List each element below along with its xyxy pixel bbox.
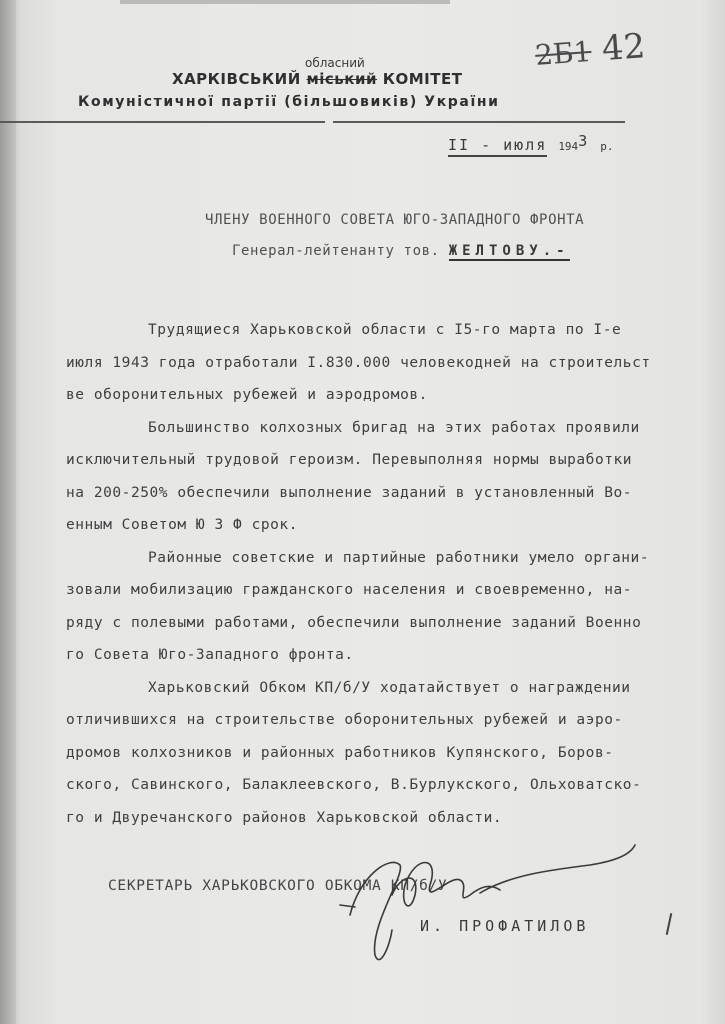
archive-number (534, 26, 647, 74)
handwritten-insert: обласний (305, 56, 365, 70)
date-year-suffix: 3 (578, 132, 590, 150)
addressee-line1: ЧЛЕНУ ВОЕННОГО СОВЕТА ЮГО-ЗАПАДНОГО ФРОНТА (205, 212, 585, 228)
page-top-edge (120, 0, 450, 4)
page-left-edge (0, 0, 16, 1024)
letterhead-party: Комуністичної партії (більшовиків) України (78, 94, 500, 110)
body-line: июля 1943 года отработали I.830.000 человекодней на строительст (66, 354, 651, 371)
body-line: ве оборонительных рубежей и аэродромов. (66, 387, 428, 403)
signature-name: И. ПРОФАТИЛОВ (420, 917, 590, 935)
document-date (448, 132, 614, 154)
letterhead-committee-b: КОМІТЕТ (382, 70, 463, 88)
date-unit: р. (600, 140, 614, 153)
letterhead-rule-right (333, 121, 625, 123)
handwritten-signature (330, 835, 650, 975)
body-line: Харьковский Обком КП/б/У ходатайствует о награждении (148, 679, 631, 696)
body-line: зовали мобилизацию гражданского населения и своевременно, на- (66, 582, 633, 598)
archive-number-new: 42 (600, 26, 647, 70)
body-line: ского, Савинского, Балаклеевского, В.Бурлукского, Ольховатско- (66, 777, 642, 793)
addressee-line2 (232, 243, 570, 259)
letterhead-committee-a: ХАРКІВСЬКИЙ (172, 70, 301, 88)
addressee-rank: Генерал-лейтенанту тов. (232, 243, 440, 259)
body-line: енным Советом Ю З Ф срок. (66, 517, 298, 533)
letter-body (66, 314, 706, 834)
body-line: дромов колхозников и районных работников Купянского, Боров- (66, 744, 614, 761)
body-line: го Совета Юго-Западного фронта. (66, 647, 354, 663)
letterhead-rule-left (0, 121, 325, 123)
body-line: исключительный трудовой героизм. Перевыполняя нормы выработки (66, 452, 633, 468)
body-line: Трудящиеся Харьковской области с I5-го марта по I-е (148, 322, 622, 338)
body-line: на 200-250% обеспечили выполнение заданий в установленный Во- (66, 484, 633, 501)
archive-number-old: 2Б1 (534, 34, 593, 72)
body-line: го и Двуречанского районов Харьковской области. (66, 809, 503, 826)
addressee-name: ЖЕЛТОВУ.- (448, 243, 570, 259)
body-line: Районные советские и партийные работники умело органи- (148, 549, 650, 566)
body-line: Большинство колхозных бригад на этих работах проявили (148, 419, 640, 436)
signature-title: СЕКРЕТАРЬ ХАРЬКОВСКОГО ОБКОМА КП/б/У (108, 878, 448, 894)
letterhead-struck-word: міський (306, 70, 377, 88)
letterhead-committee (172, 70, 462, 88)
body-line: отличившихся на строительстве оборонительных рубежей и аэро- (66, 712, 623, 728)
signature-mark (666, 913, 673, 935)
date-year-prefix: 194 (558, 140, 579, 153)
body-line: ряду с полевыми работами, обеспечили выполнение заданий Военно (66, 614, 642, 631)
date-day-month: II - июля (448, 136, 547, 157)
